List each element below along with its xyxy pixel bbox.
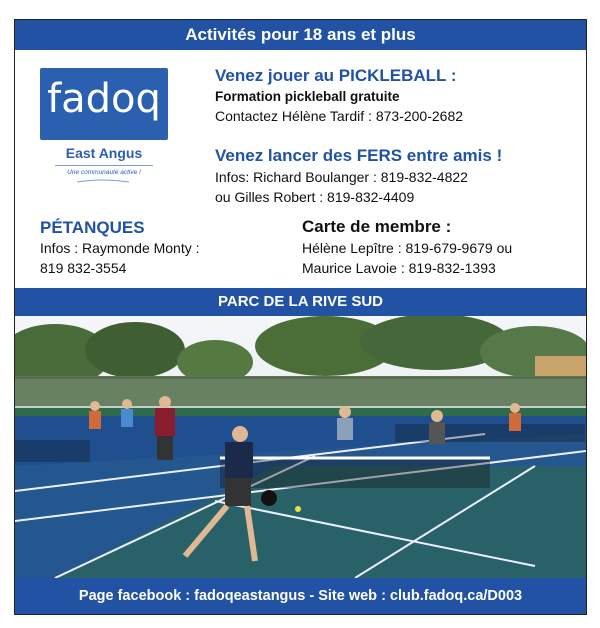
- logo-slogan: Une communauté active !: [67, 169, 141, 176]
- logo-city: East Angus: [65, 145, 143, 161]
- logo-swoosh-icon: [77, 179, 129, 183]
- membre-heading: Carte de membre :: [302, 217, 452, 236]
- pickleball-line1: Formation pickleball gratuite: [215, 89, 400, 104]
- pickleball-heading: Venez jouer au PICKLEBALL :: [215, 66, 457, 85]
- park-title: PARC DE LA RIVE SUD: [217, 293, 383, 310]
- fers-line2: ou Gilles Robert : 819-832-4409: [215, 189, 415, 205]
- flyer: [14, 19, 587, 615]
- pickleball-court-photo: [15, 316, 586, 578]
- petanques-line1: Infos : Raymonde Monty :: [40, 240, 200, 256]
- header-banner: [15, 20, 586, 50]
- footer-banner: [15, 578, 586, 614]
- park-banner: [15, 288, 586, 316]
- logo-wordmark: fadoq: [47, 76, 161, 122]
- membre-line1: Hélène Lepître : 819-679-9679 ou: [302, 240, 513, 256]
- petanques-heading: PÉTANQUES: [40, 218, 145, 237]
- membre-line2: Maurice Lavoie : 819-832-1393: [302, 260, 496, 276]
- fers-heading: Venez lancer des FERS entre amis !: [215, 146, 503, 165]
- fers-line1: Infos: Richard Boulanger : 819-832-4822: [215, 169, 468, 185]
- pickleball-line2: Contactez Hélène Tardif : 873-200-2682: [215, 108, 464, 124]
- header-title: Activités pour 18 ans et plus: [185, 25, 416, 44]
- fadoq-logo: [40, 68, 168, 140]
- footer-text[interactable]: Page facebook : fadoqeastangus - Site web : club.fadoq.ca/D003: [78, 588, 523, 604]
- logo-divider: [55, 165, 153, 166]
- petanques-line2: 819 832-3554: [40, 260, 127, 276]
